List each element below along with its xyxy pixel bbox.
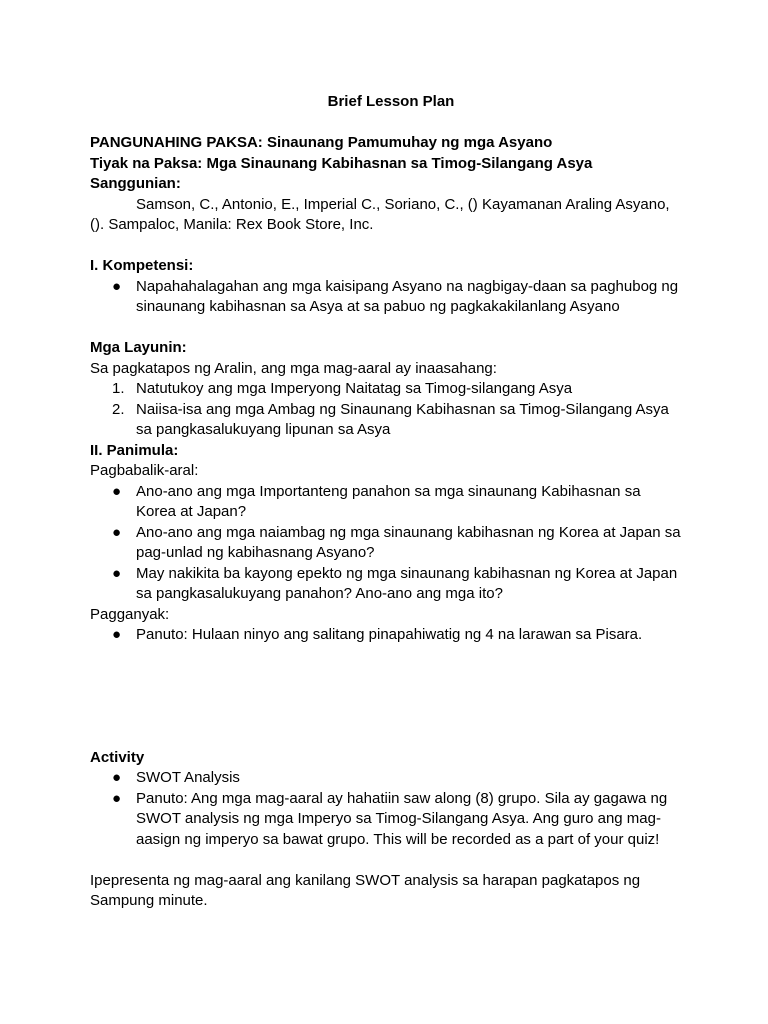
list-item-text: SWOT Analysis [136,769,240,786]
blank-line [90,236,682,257]
competency-list [90,277,682,318]
list-item [90,564,682,605]
activity-list [90,768,682,850]
list-number: 1. [112,380,125,397]
motivation-label: Pagganyak: [90,605,170,623]
bullet-icon: ● [112,789,122,807]
bullet-icon: ● [112,769,122,786]
list-item-text: Ano-ano ang mga Importanteng panahon sa mga sinaunang Kabihasnan sa Korea at Japan? [136,482,641,520]
bullet-icon: ● [112,626,122,643]
bullet-icon: ● [112,564,122,582]
objectives-list [90,379,682,441]
objectives-heading: Mga Layunin: [90,339,187,356]
blank-line [90,850,682,871]
list-item-text: Panuto: Ang mga mag-aaral ay hahatiin saw along (8) grupo. Sila ay gagawa ng SWOT analysis ng mga Imperyo sa Timog-Silangang Asya. Ang guro ang mag-aasign ng imperyo sa bawat grupo. This will be recorded as a part of your quiz! [136,789,668,848]
review-label: Pagbabalik-aral: [90,462,199,479]
list-item-text: Natutukoy ang mga Imperyong Naitatag sa Timog-silangang Asya [136,380,573,397]
lesson-plan-page [90,92,682,912]
blank-space [90,646,682,748]
list-item [90,277,682,318]
list-item [90,768,682,789]
activity-closing: Ipepresenta ng mag-aaral ang kanilang SWOT analysis sa harapan pagkatapos ng Sampung minute. [90,871,641,909]
list-item [90,523,682,564]
motivation-list [90,625,682,646]
document-title: Brief Lesson Plan [327,93,455,110]
list-item-text: Panuto: Hulaan ninyo ang salitang pinapahiwatig ng 4 na larawan sa Pisara. [136,626,643,643]
blank-line [90,113,682,134]
objectives-intro: Sa pagkatapos ng Aralin, ang mga mag-aaral ay inaasahang: [90,359,497,377]
list-item-text: Napahahalagahan ang mga kaisipang Asyano na nagbigay-daan sa paghubog ng sinaunang kabihasnan sa Asya at sa pabuo ng pagkakakilanlang Asyano [136,277,679,315]
list-item [90,789,682,851]
blank-line [90,318,682,339]
reference-label: Sanggunian: [90,175,181,192]
bullet-icon: ● [112,523,122,541]
bullet-icon: ● [112,482,122,500]
review-list [90,482,682,605]
reference-text: Samson, C., Antonio, E., Imperial C., Soriano, C., () Kayamanan Araling Asyano, (). Sampaloc, Manila: Rex Book Store, Inc. [90,195,670,233]
list-item [90,625,682,646]
list-item [90,482,682,523]
competency-heading: I. Kompetensi: [90,257,194,274]
list-item [90,379,682,400]
list-item-text: May nakikita ba kayong epekto ng mga sinaunang kabihasnan ng Korea at Japan sa pangkasalukuyang panahon? Ano-ano ang mga ito? [136,564,678,602]
list-item-text: Naiisa-isa ang mga Ambag ng Sinaunang Kabihasnan sa Timog-Silangang Asya sa pangkasalukuyang lipunan sa Asya [136,400,669,438]
list-item [90,400,682,441]
sub-topic: Tiyak na Paksa: Mga Sinaunang Kabihasnan sa Timog-Silangang Asya [90,154,593,172]
introduction-heading: II. Panimula: [90,441,179,459]
list-item-text: Ano-ano ang mga naiambag ng mga sinaunang kabihasnan ng Korea at Japan sa pag-unlad ng kabihasnang Asyano? [136,523,681,561]
main-topic: PANGUNAHING PAKSA: Sinaunang Pamumuhay ng mga Asyano [90,134,553,151]
list-number: 2. [112,400,125,418]
activity-heading: Activity [90,748,145,766]
bullet-icon: ● [112,277,122,295]
